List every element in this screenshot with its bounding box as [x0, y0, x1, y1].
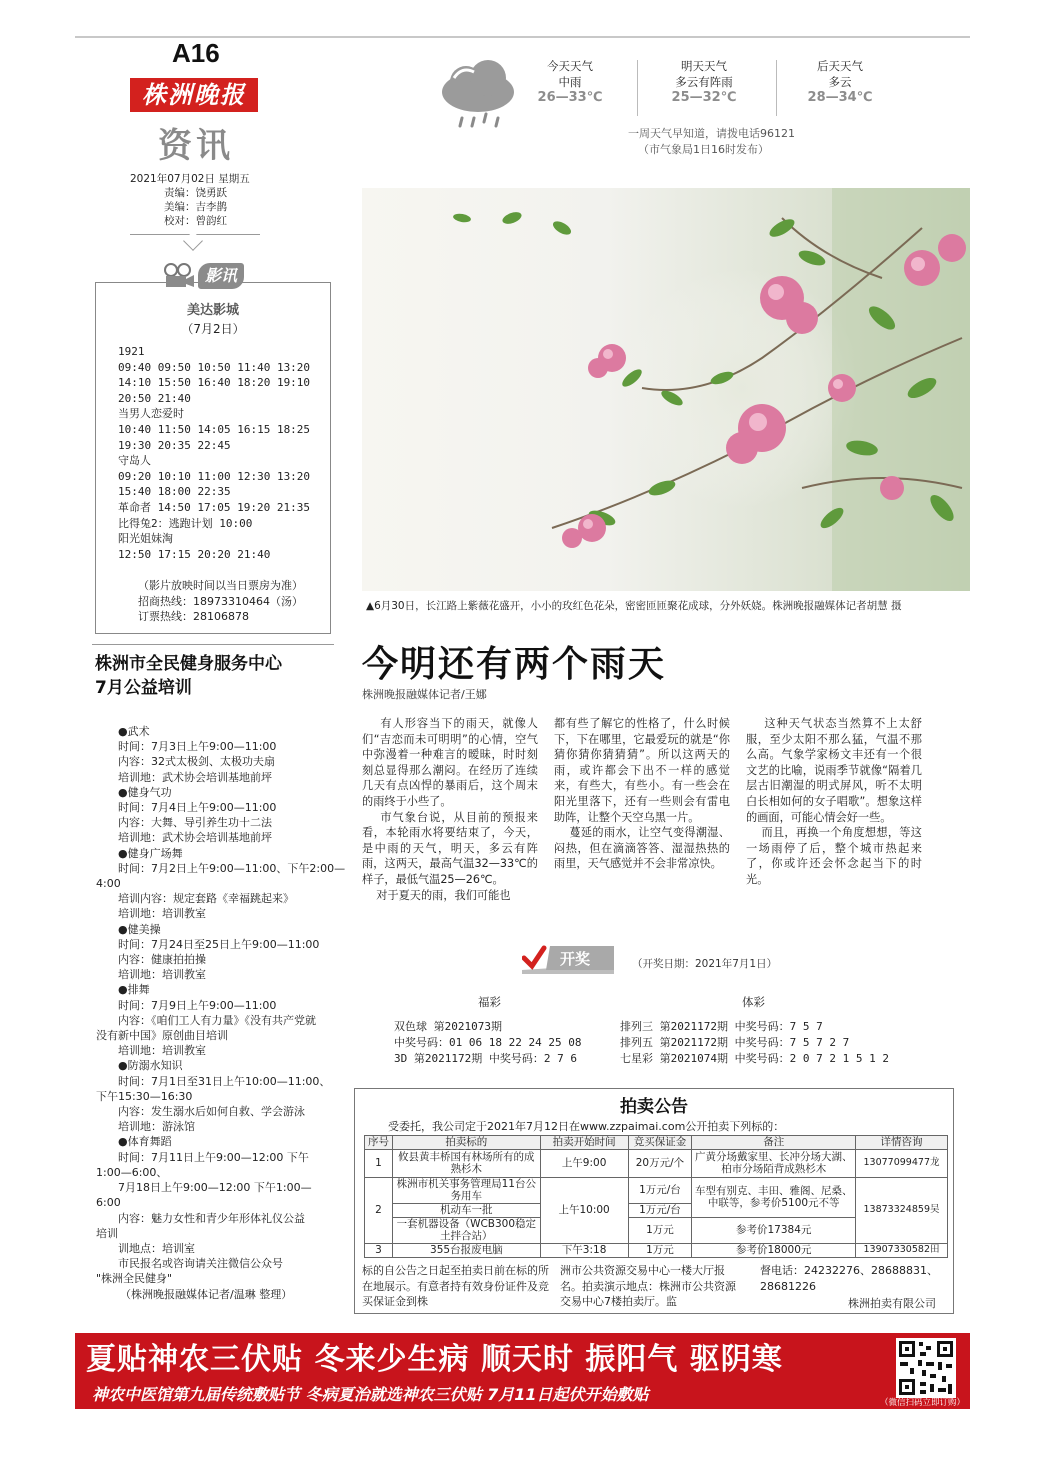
- editor: 责编：饶勇跃: [164, 187, 227, 199]
- auction-cell: 下午3:18: [540, 1243, 628, 1257]
- ad-headline: 夏贴神农三伏贴 冬来少生病 顺天时 振阳气 驱阴寒: [86, 1342, 783, 1377]
- lottery-date: （开奖日期：2021年7月1日）: [632, 958, 778, 970]
- auction-header: 拍卖开始时间: [540, 1136, 628, 1150]
- auction-table: [364, 1135, 948, 1258]
- weather-condition: 多云有阵雨: [675, 75, 733, 89]
- training-line: 培训地：培训教室: [118, 1044, 206, 1058]
- weather-today: [510, 58, 630, 106]
- auction-cell: 攸县黄丰桥国有林场所有的成熟杉木: [392, 1149, 540, 1177]
- weather-hotline-text: 一周天气早知道，请拨电话96121: [628, 127, 795, 140]
- newspaper-logo: 株洲晚报: [130, 78, 258, 112]
- weather-condition: 多云: [828, 75, 852, 89]
- auction-row: [365, 1177, 948, 1203]
- lottery-badge: [522, 944, 614, 974]
- auction-cell: 参考价17384元: [692, 1217, 856, 1243]
- ad-subline: 神农中医馆第九届传统敷贴节 冬病夏治就选神农三伏贴 7月11日起伏开始敷贴: [92, 1385, 649, 1404]
- training-line: （株洲晚报融媒体记者/温琳 整理）: [120, 1287, 293, 1301]
- cinema-header: [95, 302, 331, 338]
- weather-condition: 中雨: [558, 75, 582, 89]
- auction-cell: 3: [365, 1243, 393, 1257]
- training-line: 市民报名或咨询请关注微信公众号: [118, 1257, 283, 1271]
- film-note: 招商热线：18973310464（汤）: [138, 594, 303, 608]
- showtime-line: 守岛人: [118, 454, 151, 468]
- auction-cell: 参考价18000元: [692, 1243, 856, 1257]
- weather-hotline: [628, 126, 795, 158]
- welfare-lottery-heading: 福彩: [478, 995, 501, 1009]
- training-line: ●武术: [118, 725, 150, 738]
- flower-branch-illustration: [362, 188, 970, 591]
- training-line: 下午15:30—16:30: [96, 1089, 193, 1103]
- training-line: ●健美操: [118, 922, 161, 936]
- proofreader: 校对：曾韵红: [164, 215, 227, 227]
- art-editor: 美编：吉李鹊: [164, 201, 227, 213]
- training-line: 内容：发生溺水后如何自救、学会游泳: [118, 1105, 305, 1119]
- training-line: 1:00—6:00、: [96, 1165, 168, 1179]
- training-line: 4:00: [96, 877, 121, 891]
- article-column-2: [554, 716, 730, 872]
- sports-lottery-heading: 体彩: [742, 995, 765, 1009]
- training-line: 培训地：游泳馆: [118, 1120, 195, 1134]
- training-line: 时间：7月2日上午9:00—11:00、下午2:00—: [118, 861, 346, 875]
- training-line: 7月18日上午9:00—12:00 下午1:00—: [118, 1181, 312, 1195]
- lottery-result: 排列五 第2021172期 中奖号码：7 5 7 2 7: [620, 1036, 850, 1049]
- auction-cell: 20万元/个: [628, 1149, 692, 1177]
- auction-header: 拍卖标的: [392, 1136, 540, 1150]
- weather-tomorrow: [644, 58, 764, 106]
- auction-cell: 一套机器设备（WCB300稳定土拌合站）: [392, 1217, 540, 1243]
- showtime-line: 15:40 18:00 22:35: [118, 485, 231, 499]
- showtime-list: [118, 344, 310, 562]
- training-line: 培训地：武术协会培训基地前坪: [118, 831, 272, 845]
- training-line: 培训地：武术协会培训基地前坪: [118, 770, 272, 784]
- showtime-line: 09:20 10:10 11:00 12:30 13:20: [118, 469, 311, 483]
- film-badge: [162, 261, 244, 291]
- crape-myrtle-photo: [362, 188, 970, 591]
- weather-source: （市气象局1日16时发布）: [638, 143, 769, 156]
- training-line: 训地点：培训室: [118, 1241, 195, 1255]
- qr-code-icon[interactable]: [896, 1338, 956, 1398]
- section-title: 资讯: [158, 126, 234, 166]
- training-line: ●防溺水知识: [118, 1059, 183, 1073]
- training-line: 时间：7月1日至31日上午10:00—11:00、: [118, 1074, 331, 1088]
- auction-header: 竞买保证金: [628, 1136, 692, 1150]
- training-line: 时间：7月3日上午9:00—11:00: [118, 740, 277, 754]
- auction-cell: 13077099477龙: [856, 1149, 948, 1177]
- training-line: 培训内容：规定套路《幸福跳起来》: [118, 892, 294, 906]
- article-paragraph: 市气象台说，从目前的预报来看，本轮雨水将要结束了，今天，是中雨的天气，明天，多云有阵雨，这两天，最高气温32—33℃的样子，最低气温25—26℃。: [362, 810, 538, 886]
- showtime-line: 阳光姐妹淘: [118, 532, 173, 546]
- weather-label: 后天天气: [817, 59, 863, 73]
- showtime-line: 14:10 15:50 16:40 18:20 19:10: [118, 376, 311, 390]
- showtime-line: 19:30 20:35 22:45: [118, 438, 231, 452]
- film-badge-label: 影讯: [198, 263, 244, 289]
- auction-cell: 广黄分场戴家里、长冲分场大湖、柏市分场陌背成熟杉木: [692, 1149, 856, 1177]
- page-number: A16: [172, 38, 220, 68]
- lottery-result: 七星彩 第2021074期 中奖号码：2 0 7 2 1 5 1 2: [620, 1052, 889, 1065]
- showtime-line: 革命者 14:50 17:05 19:20 21:35: [118, 500, 310, 514]
- left-divider: [92, 644, 334, 645]
- issue-meta: [130, 172, 250, 228]
- lottery-result: 排列三 第2021172期 中奖号码：7 5 7: [620, 1020, 823, 1033]
- lottery-result: 3D 第2021172期 中奖号码：2 7 6: [394, 1052, 577, 1065]
- weather-divider: [776, 60, 777, 116]
- auction-intro: 受委托，我公司定于2021年7月12日在www.zzpaimai.com公开拍卖下列标的：: [388, 1120, 785, 1133]
- training-line: ●体育舞蹈: [118, 1135, 172, 1149]
- article-column-1: [362, 716, 538, 903]
- rain-cloud-icon: [432, 56, 522, 136]
- auction-cell: 车型有别克、丰田、雅阁、尼桑、中联等，参考价5100元不等: [692, 1177, 856, 1217]
- training-line: 内容：魅力女性和青少年形体礼仪公益: [118, 1211, 305, 1225]
- auction-cell: 355台报废电脑: [392, 1243, 540, 1257]
- auction-row: [365, 1243, 948, 1257]
- auction-cell: 1: [365, 1149, 393, 1177]
- weather-temp: 26—33℃: [537, 90, 603, 105]
- article-headline: 今明还有两个雨天: [362, 644, 667, 685]
- article-byline: 株洲晚报融媒体记者/王娜: [362, 688, 487, 701]
- training-line: "株洲全民健身": [96, 1272, 173, 1286]
- auction-cell: 上午9:00: [540, 1149, 628, 1177]
- film-note: （影片放映时间以当日票房为准）: [138, 579, 303, 592]
- cinema-date: （7月2日）: [181, 322, 245, 336]
- article-column-3: [746, 716, 922, 888]
- cinema-name: 美达影城: [186, 303, 239, 318]
- auction-company: 株洲拍卖有限公司: [848, 1297, 936, 1310]
- auction-cell: 机动车一批: [392, 1203, 540, 1217]
- photo-caption: ▲6月30日，长江路上紫薇花盛开，小小的玫红色花朵，密密匝匝聚花成球，分外妖娆。株洲晚报融媒体记者胡慧 摄: [366, 600, 902, 612]
- weather-temp: 25—32℃: [671, 90, 737, 105]
- auction-cell: 13873324859吴: [856, 1177, 948, 1243]
- article-paragraph: 对于夏天的雨，我们可能也: [362, 888, 511, 902]
- training-line: ●健身广场舞: [118, 846, 183, 860]
- auction-cell: 1万元: [628, 1217, 692, 1243]
- auction-cell: 1万元/台: [628, 1177, 692, 1203]
- showtime-line: 09:40 09:50 10:50 11:40 13:20: [118, 360, 311, 374]
- training-line: 培训地：培训教室: [118, 907, 206, 921]
- training-line: 培训地：培训教室: [118, 968, 206, 982]
- showtime-line: 当男人恋爱时: [118, 407, 184, 421]
- auction-header: 序号: [365, 1136, 393, 1150]
- auction-title: 拍卖公告: [620, 1097, 688, 1117]
- weather-divider: [637, 60, 638, 116]
- article-paragraph: 而且，再换一个角度想想，等这一场雨停了后，整个城市热起来了，你或许还会怀念起当下的时光。: [746, 826, 922, 886]
- training-line: 6:00: [96, 1196, 121, 1210]
- weather-label: 明天天气: [681, 59, 727, 73]
- training-line: ●健身气功: [118, 785, 172, 799]
- showtime-line: 比得兔2：逃跑计划 10:00: [118, 516, 253, 530]
- training-line: 内容：《咱们工人有力量》《没有共产党就: [118, 1013, 316, 1027]
- article-paragraph: 都有些了解它的性格了，什么时候下，下在哪里，它最爱玩的就是“你猜你猜你猜猜猜”。所以这两天的雨，或许都会下出不一样的感觉来，有些大，有些小。有一些会在阳光里落下，还有一些则会有雷电助阵，让整个天空乌黑一片。: [554, 717, 730, 824]
- issue-date: 2021年07月02日 星期五: [130, 173, 250, 185]
- training-line: 内容：健康拍拍操: [118, 953, 206, 967]
- auction-cell: 株洲市机关事务管理局11台公务用车: [392, 1177, 540, 1203]
- training-title-line: 7月公益培训: [95, 678, 192, 698]
- film-notes: [138, 578, 303, 625]
- auction-cell: 2: [365, 1177, 393, 1243]
- training-line: 没有新中国》原创曲目培训: [96, 1029, 228, 1043]
- weather-day-after: [780, 58, 900, 106]
- training-title: [95, 652, 282, 700]
- auction-cell: 上午10:00: [540, 1177, 628, 1243]
- film-camera-icon: [162, 263, 196, 289]
- weather-temp: 28—34℃: [807, 90, 873, 105]
- showtime-line: 1921: [118, 345, 145, 358]
- showtime-line: 20:50 21:40: [118, 391, 191, 405]
- lottery-badge-label: 开奖: [560, 950, 591, 968]
- auction-footer-col: 督电话：24232276、28688831、28681226: [760, 1264, 938, 1293]
- auction-header: 详情咨询: [856, 1136, 948, 1150]
- showtime-line: 10:40 11:50 14:05 16:15 18:25: [118, 422, 311, 436]
- auction-row: [365, 1149, 948, 1177]
- film-note: 订票热线：28106878: [138, 610, 249, 623]
- training-line: 时间：7月11日上午9:00—12:00 下午: [118, 1150, 309, 1164]
- training-line: ●排舞: [118, 983, 150, 997]
- auction-header-row: [365, 1136, 948, 1150]
- training-list: [96, 724, 346, 1302]
- training-line: 时间：7月9日上午9:00—11:00: [118, 998, 277, 1012]
- lottery-result: 双色球 第2021073期: [394, 1020, 502, 1033]
- auction-header: 备注: [692, 1136, 856, 1150]
- auction-footer-col: 洲市公共资源交易中心一楼大厅报名。拍卖演示地点：株洲市公共资源交易中心7楼拍卖厅。监: [560, 1264, 736, 1308]
- showtime-line: 12:50 17:15 20:20 21:40: [118, 547, 271, 561]
- auction-cell: 1万元: [628, 1243, 692, 1257]
- article-paragraph: 有人形容当下的雨天，就像人们“吉恋而未可明明”的心情，空气中弥漫着一种难言的暧昧，时时刻刻总显得那么潮闷。在经历了连续几天有点凶悍的暴雨后，这个周末的雨终于小些了。: [362, 717, 538, 808]
- auction-cell: 13907330582田: [856, 1243, 948, 1257]
- qr-caption: （微信扫码立即订购）: [880, 1398, 966, 1408]
- training-line: 时间：7月4日上午9:00—11:00: [118, 801, 277, 815]
- lottery-result: 中奖号码：01 06 18 22 24 25 08: [394, 1036, 582, 1049]
- auction-cell: 1万元/台: [628, 1203, 692, 1217]
- training-title-line: 株洲市全民健身服务中心: [95, 654, 282, 674]
- weather-label: 今天天气: [547, 59, 593, 73]
- training-line: 时间：7月24日至25日上午9:00—11:00: [118, 937, 320, 951]
- training-line: 内容：32式太极剑、太极功夫扇: [118, 755, 275, 769]
- auction-footer-col: 标的自公告之日起至拍卖日前在标的所在地展示。有意者持有效身份证件及竞买保证金到株: [362, 1264, 549, 1308]
- training-line: 内容：大舞、导引养生功十二法: [118, 816, 272, 830]
- article-paragraph: 这种天气状态当然算不上太舒服，至少太阳不那么猛，气温不那么高。气象学家杨文丰还有一个很文艺的比喻，说雨季节就像“隔着几层古旧潮湿的明式屏风，听不太明白长相如何的女子唱歌”。想象这样的画面，可能心情会好一些。: [746, 717, 922, 824]
- training-line: 培训: [96, 1226, 118, 1240]
- article-paragraph: 蔓延的雨水，让空气变得潮湿、闷热，但在滴滴答答、湿湿热热的雨里，天气感觉并不会非常凉快。: [554, 826, 730, 871]
